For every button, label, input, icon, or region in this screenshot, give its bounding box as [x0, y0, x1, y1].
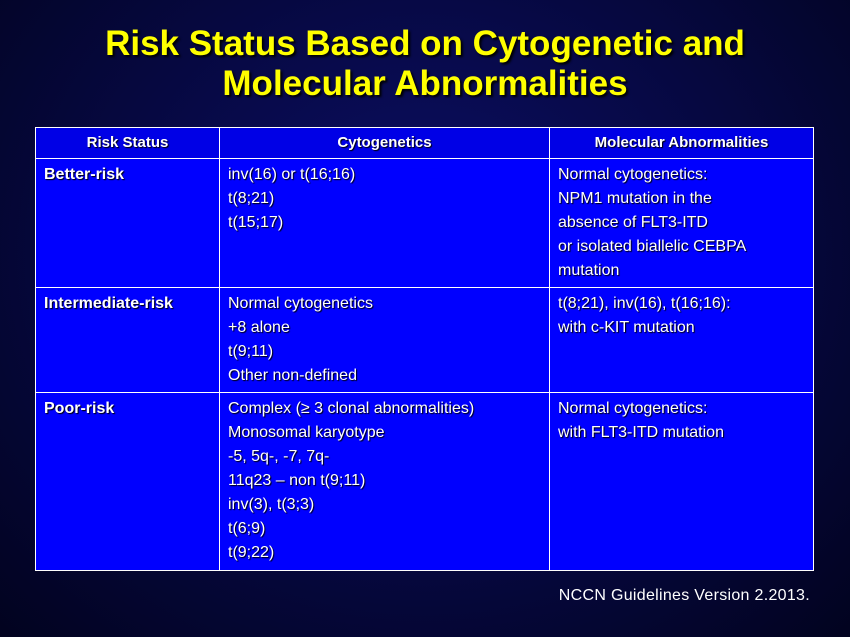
table-row-poor-risk	[36, 393, 814, 571]
molecular-line: or isolated biallelic CEBPA	[558, 238, 747, 255]
cytogenetics-line: -5, 5q-, -7, 7q-	[228, 448, 330, 465]
cytogenetics-cell	[220, 159, 550, 288]
molecular-line: t(8;21), inv(16), t(16;16):	[558, 295, 731, 312]
molecular-line: with c-KIT mutation	[558, 319, 695, 336]
molecular-cell	[550, 393, 814, 571]
molecular-cell	[550, 159, 814, 288]
cytogenetics-line: inv(3), t(3;3)	[228, 496, 315, 513]
risk-status-cell: Intermediate-risk	[36, 288, 220, 393]
cytogenetics-line: +8 alone	[228, 319, 290, 336]
cytogenetics-line: Monosomal karyotype	[228, 424, 385, 441]
cytogenetics-line: Complex (≥ 3 clonal abnormalities)	[228, 400, 475, 417]
cytogenetics-line: t(9;22)	[228, 544, 275, 561]
molecular-line: Normal cytogenetics:	[558, 166, 708, 183]
cytogenetics-line: 11q23 – non t(9;11)	[228, 472, 366, 489]
cytogenetics-line: inv(16) or t(16;16)	[228, 166, 356, 183]
header-cytogenetics: Cytogenetics	[220, 128, 550, 159]
header-risk-status: Risk Status	[36, 128, 220, 159]
cytogenetics-line: t(15;17)	[228, 214, 284, 231]
table-header-row	[36, 128, 814, 159]
risk-status-cell: Poor-risk	[36, 393, 220, 571]
table-row-better-risk	[36, 159, 814, 288]
title-line-1: Risk Status Based on Cytogenetic and	[105, 24, 745, 63]
cytogenetics-line: t(9;11)	[228, 343, 274, 360]
molecular-line: Normal cytogenetics:	[558, 400, 708, 417]
cytogenetics-line: t(6;9)	[228, 520, 266, 537]
molecular-line: with FLT3-ITD mutation	[558, 424, 724, 441]
header-molecular-abnormalities: Molecular Abnormalities	[550, 128, 814, 159]
cytogenetics-line: Other non-defined	[228, 367, 357, 384]
molecular-cell	[550, 288, 814, 393]
cytogenetics-line: Normal cytogenetics	[228, 295, 373, 312]
cytogenetics-cell	[220, 288, 550, 393]
source-citation: NCCN Guidelines Version 2.2013.	[558, 587, 810, 604]
molecular-line: absence of FLT3-ITD	[558, 214, 708, 231]
risk-status-cell: Better-risk	[36, 159, 220, 288]
risk-status-table	[35, 127, 814, 571]
cytogenetics-cell	[220, 393, 550, 571]
table-row-intermediate-risk	[36, 288, 814, 393]
cytogenetics-line: t(8;21)	[228, 190, 275, 207]
slide-title	[0, 24, 850, 104]
molecular-line: mutation	[558, 262, 620, 279]
title-line-2: Molecular Abnormalities	[222, 64, 628, 103]
molecular-line: NPM1 mutation in the	[558, 190, 712, 207]
